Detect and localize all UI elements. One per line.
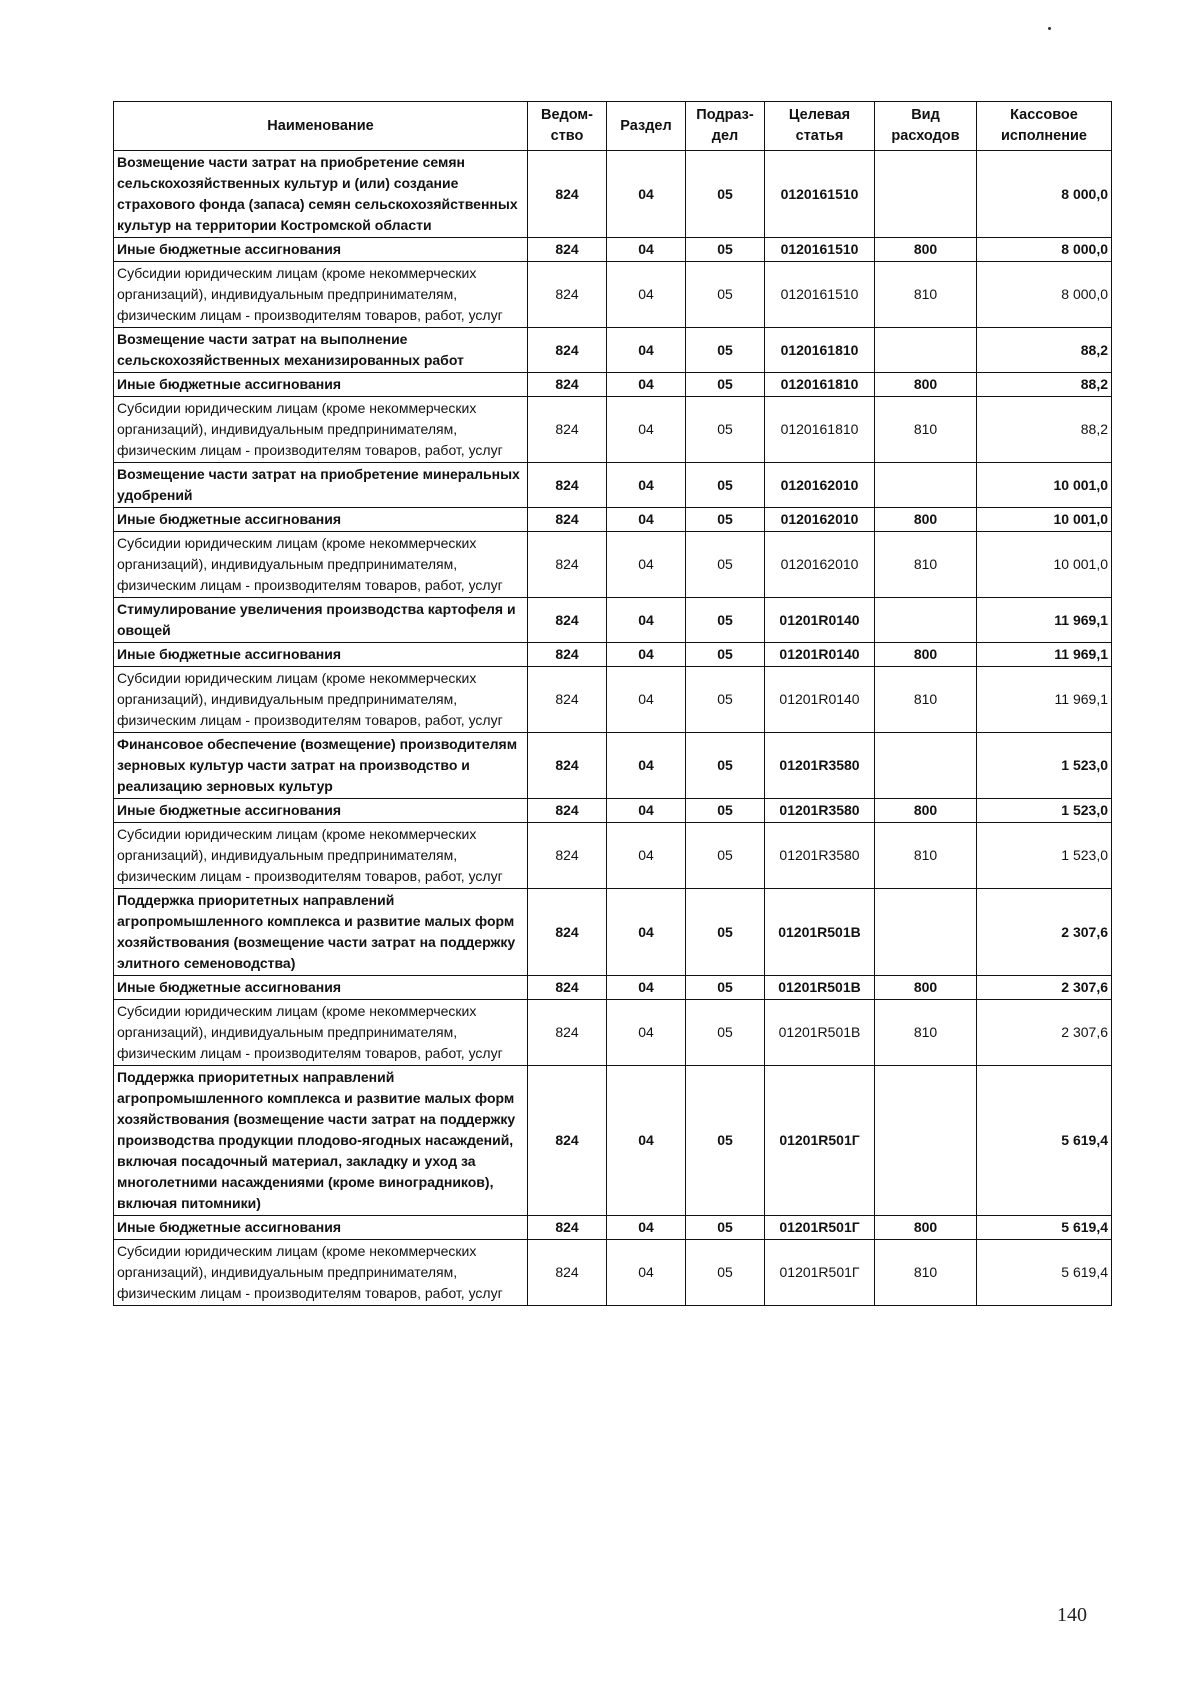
cell-subsection: 05 <box>686 823 765 889</box>
cell-target: 01201R0140 <box>765 643 875 667</box>
cell-target: 0120161810 <box>765 373 875 397</box>
header-section: Раздел <box>607 102 686 151</box>
cell-cash-execution: 11 969,1 <box>977 598 1112 643</box>
cell-cash-execution: 88,2 <box>977 373 1112 397</box>
header-dept: Ведом- ство <box>528 102 607 151</box>
table-row <box>114 532 1112 598</box>
cell-target: 0120162010 <box>765 508 875 532</box>
cell-dept: 824 <box>528 1216 607 1240</box>
cell-target: 0120161810 <box>765 328 875 373</box>
cell-expense-type <box>875 463 977 508</box>
cell-cash-execution: 88,2 <box>977 328 1112 373</box>
cell-expense-type: 800 <box>875 976 977 1000</box>
cell-dept: 824 <box>528 1066 607 1216</box>
header-cash-execution: Кассовое исполнение <box>977 102 1112 151</box>
cell-target: 0120161510 <box>765 151 875 238</box>
table-row <box>114 889 1112 976</box>
table-row <box>114 1216 1112 1240</box>
cell-name: Иные бюджетные ассигнования <box>114 373 528 397</box>
cell-target: 01201R501Г <box>765 1240 875 1306</box>
cell-name: Субсидии юридическим лицам (кроме некоммерческих организаций), индивидуальным предпринимателям, физическим лицам - производителям товаров, работ, услуг <box>114 397 528 463</box>
cell-section: 04 <box>607 373 686 397</box>
cell-name: Иные бюджетные ассигнования <box>114 508 528 532</box>
table-row <box>114 667 1112 733</box>
cell-cash-execution: 5 619,4 <box>977 1240 1112 1306</box>
table-row <box>114 373 1112 397</box>
cell-cash-execution: 5 619,4 <box>977 1066 1112 1216</box>
cell-name: Иные бюджетные ассигнования <box>114 1216 528 1240</box>
table-row <box>114 508 1112 532</box>
cell-subsection: 05 <box>686 1240 765 1306</box>
cell-cash-execution: 1 523,0 <box>977 733 1112 799</box>
cell-name: Субсидии юридическим лицам (кроме некоммерческих организаций), индивидуальным предпринимателям, физическим лицам - производителям товаров, работ, услуг <box>114 823 528 889</box>
cell-dept: 824 <box>528 508 607 532</box>
cell-cash-execution: 88,2 <box>977 397 1112 463</box>
cell-dept: 824 <box>528 976 607 1000</box>
cell-dept: 824 <box>528 889 607 976</box>
table-row <box>114 1000 1112 1066</box>
cell-target: 01201R0140 <box>765 598 875 643</box>
cell-expense-type: 810 <box>875 532 977 598</box>
table-row <box>114 1066 1112 1216</box>
cell-subsection: 05 <box>686 532 765 598</box>
table-row <box>114 976 1112 1000</box>
cell-name: Поддержка приоритетных направлений агропромышленного комплекса и развитие малых форм хозяйствования (возмещение части затрат на поддержку элитного семеноводства) <box>114 889 528 976</box>
cell-expense-type <box>875 328 977 373</box>
cell-cash-execution: 2 307,6 <box>977 976 1112 1000</box>
cell-section: 04 <box>607 151 686 238</box>
cell-target: 01201R501B <box>765 976 875 1000</box>
table-row <box>114 643 1112 667</box>
cell-expense-type: 810 <box>875 397 977 463</box>
cell-target: 0120161510 <box>765 238 875 262</box>
cell-target: 0120162010 <box>765 463 875 508</box>
cell-name: Возмещение части затрат на приобретение минеральных удобрений <box>114 463 528 508</box>
cell-dept: 824 <box>528 1000 607 1066</box>
cell-name: Поддержка приоритетных направлений агропромышленного комплекса и развитие малых форм хозяйствования (возмещение части затрат на поддержку производства продукции плодово-ягодных насаждений, включая посадочный материал, закладку и уход за многолетними насаждениями (кроме виноградников), включая питомники) <box>114 1066 528 1216</box>
cell-section: 04 <box>607 1216 686 1240</box>
cell-cash-execution: 8 000,0 <box>977 238 1112 262</box>
cell-cash-execution: 10 001,0 <box>977 508 1112 532</box>
cell-expense-type: 800 <box>875 799 977 823</box>
cell-section: 04 <box>607 238 686 262</box>
cell-dept: 824 <box>528 532 607 598</box>
cell-dept: 824 <box>528 643 607 667</box>
cell-expense-type: 810 <box>875 667 977 733</box>
table-row <box>114 799 1112 823</box>
cell-section: 04 <box>607 508 686 532</box>
header-target: Целевая статья <box>765 102 875 151</box>
cell-target: 01201R501Г <box>765 1216 875 1240</box>
cell-expense-type <box>875 1066 977 1216</box>
cell-cash-execution: 2 307,6 <box>977 889 1112 976</box>
table-row <box>114 733 1112 799</box>
table-row <box>114 238 1112 262</box>
cell-name: Субсидии юридическим лицам (кроме некоммерческих организаций), индивидуальным предпринимателям, физическим лицам - производителям товаров, работ, услуг <box>114 532 528 598</box>
cell-expense-type: 810 <box>875 1000 977 1066</box>
scan-speck <box>1048 27 1051 30</box>
cell-name: Субсидии юридическим лицам (кроме некоммерческих организаций), индивидуальным предпринимателям, физическим лицам - производителям товаров, работ, услуг <box>114 262 528 328</box>
cell-section: 04 <box>607 643 686 667</box>
cell-section: 04 <box>607 598 686 643</box>
cell-subsection: 05 <box>686 643 765 667</box>
cell-target: 01201R3580 <box>765 823 875 889</box>
cell-name: Возмещение части затрат на выполнение сельскохозяйственных механизированных работ <box>114 328 528 373</box>
cell-cash-execution: 2 307,6 <box>977 1000 1112 1066</box>
cell-name: Иные бюджетные ассигнования <box>114 976 528 1000</box>
cell-dept: 824 <box>528 733 607 799</box>
cell-subsection: 05 <box>686 373 765 397</box>
cell-subsection: 05 <box>686 508 765 532</box>
cell-name: Иные бюджетные ассигнования <box>114 643 528 667</box>
cell-target: 01201R3580 <box>765 733 875 799</box>
cell-section: 04 <box>607 823 686 889</box>
cell-subsection: 05 <box>686 1000 765 1066</box>
cell-name: Субсидии юридическим лицам (кроме некоммерческих организаций), индивидуальным предпринимателям, физическим лицам - производителям товаров, работ, услуг <box>114 1240 528 1306</box>
cell-subsection: 05 <box>686 976 765 1000</box>
cell-dept: 824 <box>528 799 607 823</box>
cell-subsection: 05 <box>686 799 765 823</box>
cell-expense-type <box>875 733 977 799</box>
cell-subsection: 05 <box>686 667 765 733</box>
cell-expense-type: 800 <box>875 508 977 532</box>
cell-cash-execution: 1 523,0 <box>977 823 1112 889</box>
cell-section: 04 <box>607 1066 686 1216</box>
cell-name: Субсидии юридическим лицам (кроме некоммерческих организаций), индивидуальным предпринимателям, физическим лицам - производителям товаров, работ, услуг <box>114 1000 528 1066</box>
header-name: Наименование <box>114 102 528 151</box>
header-expense-type: Вид расходов <box>875 102 977 151</box>
table-row <box>114 598 1112 643</box>
table-row <box>114 262 1112 328</box>
cell-target: 01201R501Г <box>765 1066 875 1216</box>
cell-cash-execution: 5 619,4 <box>977 1216 1112 1240</box>
cell-section: 04 <box>607 1240 686 1306</box>
cell-cash-execution: 8 000,0 <box>977 151 1112 238</box>
cell-cash-execution: 11 969,1 <box>977 667 1112 733</box>
cell-section: 04 <box>607 328 686 373</box>
cell-expense-type: 800 <box>875 1216 977 1240</box>
cell-expense-type: 800 <box>875 643 977 667</box>
cell-subsection: 05 <box>686 262 765 328</box>
cell-dept: 824 <box>528 238 607 262</box>
cell-expense-type <box>875 151 977 238</box>
cell-target: 01201R501B <box>765 1000 875 1066</box>
cell-section: 04 <box>607 262 686 328</box>
cell-target: 01201R0140 <box>765 667 875 733</box>
cell-cash-execution: 10 001,0 <box>977 532 1112 598</box>
table-row <box>114 1240 1112 1306</box>
cell-dept: 824 <box>528 373 607 397</box>
cell-subsection: 05 <box>686 733 765 799</box>
cell-subsection: 05 <box>686 151 765 238</box>
cell-dept: 824 <box>528 667 607 733</box>
cell-name: Возмещение части затрат на приобретение семян сельскохозяйственных культур и (или) создание страхового фонда (запаса) семян сельскохозяйственных культур на территории Костромской области <box>114 151 528 238</box>
table-row <box>114 328 1112 373</box>
cell-expense-type: 800 <box>875 373 977 397</box>
cell-cash-execution: 10 001,0 <box>977 463 1112 508</box>
cell-subsection: 05 <box>686 889 765 976</box>
cell-dept: 824 <box>528 262 607 328</box>
cell-target: 01201R501B <box>765 889 875 976</box>
cell-target: 0120161510 <box>765 262 875 328</box>
table-row <box>114 823 1112 889</box>
cell-target: 0120162010 <box>765 532 875 598</box>
cell-name: Субсидии юридическим лицам (кроме некоммерческих организаций), индивидуальным предпринимателям, физическим лицам - производителям товаров, работ, услуг <box>114 667 528 733</box>
cell-expense-type: 810 <box>875 823 977 889</box>
header-row <box>114 102 1112 151</box>
cell-name: Финансовое обеспечение (возмещение) производителям зерновых культур части затрат на производство и реализацию зерновых культур <box>114 733 528 799</box>
cell-expense-type <box>875 889 977 976</box>
cell-dept: 824 <box>528 823 607 889</box>
table-row <box>114 463 1112 508</box>
cell-section: 04 <box>607 463 686 508</box>
cell-dept: 824 <box>528 1240 607 1306</box>
table-row <box>114 151 1112 238</box>
cell-section: 04 <box>607 889 686 976</box>
cell-dept: 824 <box>528 328 607 373</box>
cell-subsection: 05 <box>686 397 765 463</box>
cell-cash-execution: 8 000,0 <box>977 262 1112 328</box>
cell-target: 01201R3580 <box>765 799 875 823</box>
cell-expense-type: 810 <box>875 1240 977 1306</box>
cell-cash-execution: 11 969,1 <box>977 643 1112 667</box>
cell-cash-execution: 1 523,0 <box>977 799 1112 823</box>
cell-section: 04 <box>607 976 686 1000</box>
cell-name: Иные бюджетные ассигнования <box>114 799 528 823</box>
cell-expense-type: 800 <box>875 238 977 262</box>
cell-subsection: 05 <box>686 463 765 508</box>
cell-dept: 824 <box>528 463 607 508</box>
cell-subsection: 05 <box>686 1216 765 1240</box>
header-subsection: Подраз- дел <box>686 102 765 151</box>
cell-subsection: 05 <box>686 1066 765 1216</box>
table-body <box>114 151 1112 1306</box>
cell-section: 04 <box>607 397 686 463</box>
page-number: 140 <box>1057 1604 1087 1626</box>
table-row <box>114 397 1112 463</box>
cell-dept: 824 <box>528 151 607 238</box>
cell-expense-type: 810 <box>875 262 977 328</box>
cell-subsection: 05 <box>686 238 765 262</box>
cell-expense-type <box>875 598 977 643</box>
cell-target: 0120161810 <box>765 397 875 463</box>
cell-name: Иные бюджетные ассигнования <box>114 238 528 262</box>
cell-section: 04 <box>607 667 686 733</box>
cell-subsection: 05 <box>686 598 765 643</box>
cell-subsection: 05 <box>686 328 765 373</box>
cell-section: 04 <box>607 799 686 823</box>
cell-section: 04 <box>607 733 686 799</box>
cell-section: 04 <box>607 532 686 598</box>
cell-section: 04 <box>607 1000 686 1066</box>
budget-execution-table <box>113 101 1112 1306</box>
cell-dept: 824 <box>528 598 607 643</box>
cell-name: Стимулирование увеличения производства картофеля и овощей <box>114 598 528 643</box>
cell-dept: 824 <box>528 397 607 463</box>
